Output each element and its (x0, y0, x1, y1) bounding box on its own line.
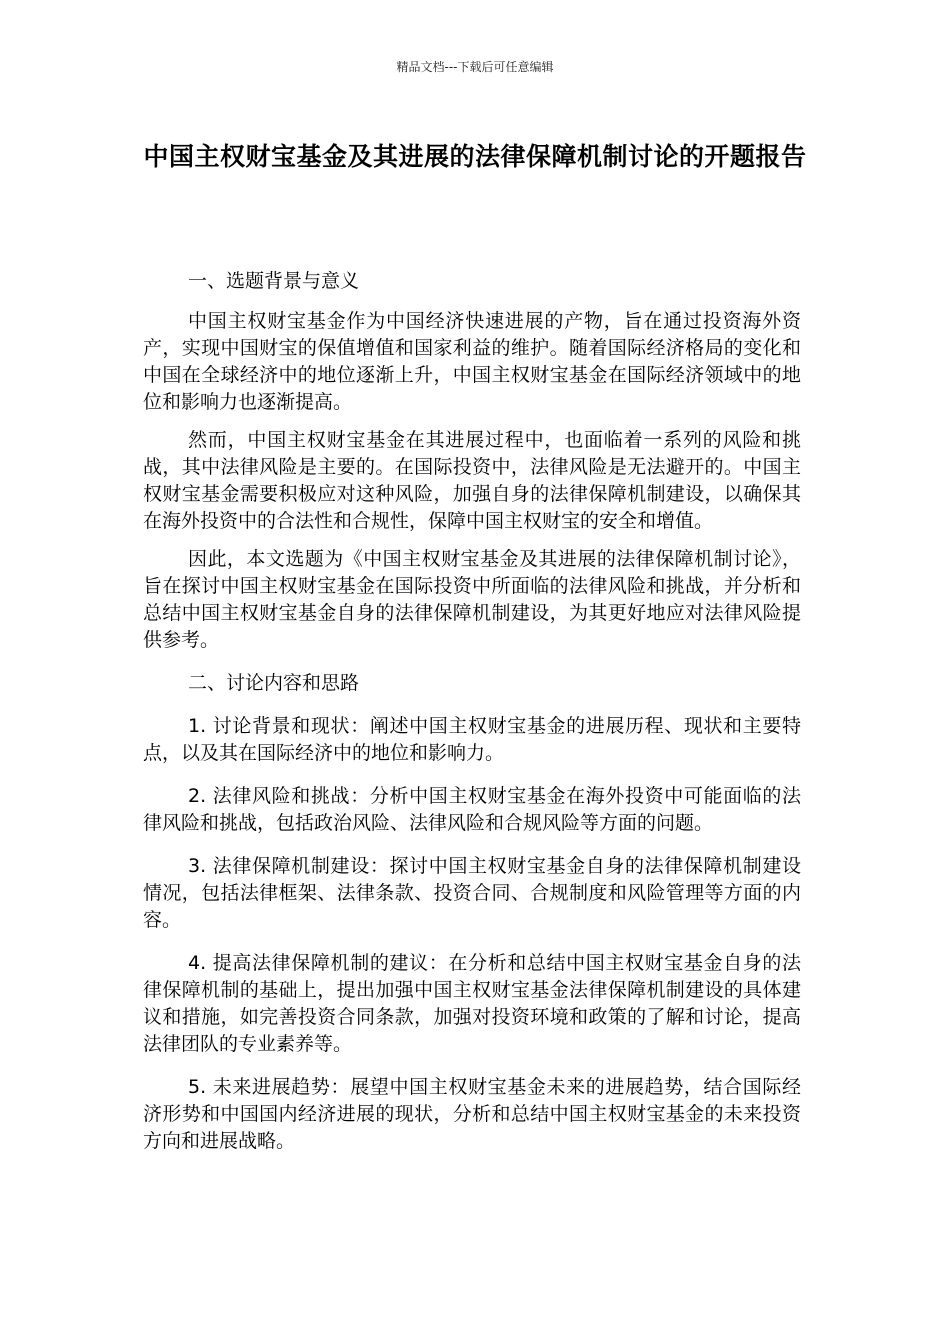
list-item-research-background: 1. 讨论背景和现状：阐述中国主权财宝基金的进展历程、现状和主要特点，以及其在国际经济中的地位和影响力。 (143, 715, 801, 764)
paragraph-background-3: 因此，本文选题为《中国主权财宝基金及其进展的法律保障机制讨论》，旨在探讨中国主权财宝基金在国际投资中所面临的法律风险和挑战，并分析和总结中国主权财宝基金自身的法律保障机制建设，为其更好地应对法律风险提供参考。 (143, 548, 801, 651)
paragraph-background-2: 然而，中国主权财宝基金在其进展过程中，也面临着一系列的风险和挑战，其中法律风险是主要的。在国际投资中，法律风险是无法避开的。中国主权财宝基金需要积极应对这种风险，加强自身的法律保障机制建设，以确保其在海外投资中的合法性和合规性，保障中国主权财宝的安全和增值。 (143, 429, 801, 532)
document-body (143, 268, 801, 1155)
section-heading-content: 二、讨论内容和思路 (188, 672, 360, 694)
list-item-suggestions: 4. 提高法律保障机制的建议：在分析和总结中国主权财宝基金自身的法律保障机制的基础上，提出加强中国主权财宝基金法律保障机制建设的具体建议和措施，如完善投资合同条款，加强对投资环境和政策的了解和讨论，提高法律团队的专业素养等。 (143, 952, 801, 1055)
list-item-legal-mechanism: 3. 法律保障机制建设：探讨中国主权财宝基金自身的法律保障机制建设情况，包括法律框架、法律条款、投资合同、合规制度和风险管理等方面的内容。 (143, 855, 801, 931)
header-note: 精品文档---下载后可任意编辑 (396, 60, 554, 74)
section-heading-background: 一、选题背景与意义 (188, 270, 360, 292)
paragraph-background-1: 中国主权财宝基金作为中国经济快速进展的产物，旨在通过投资海外资产，实现中国财宝的保值增值和国家利益的维护。随着国际经济格局的变化和中国在全球经济中的地位逐渐上升，中国主权财宝基金在国际经济领域中的地位和影响力也逐渐提高。 (143, 310, 801, 413)
list-item-future-trends: 5. 未来进展趋势：展望中国主权财宝基金未来的进展趋势，结合国际经济形势和中国国内经济进展的现状，分析和总结中国主权财宝基金的未来投资方向和进展战略。 (143, 1076, 801, 1152)
document-title: 中国主权财宝基金及其进展的法律保障机制讨论的开题报告 (143, 142, 807, 171)
list-item-legal-risks: 2. 法律风险和挑战：分析中国主权财宝基金在海外投资中可能面临的法律风险和挑战，包括政治风险、法律风险和合规风险等方面的问题。 (143, 785, 801, 834)
